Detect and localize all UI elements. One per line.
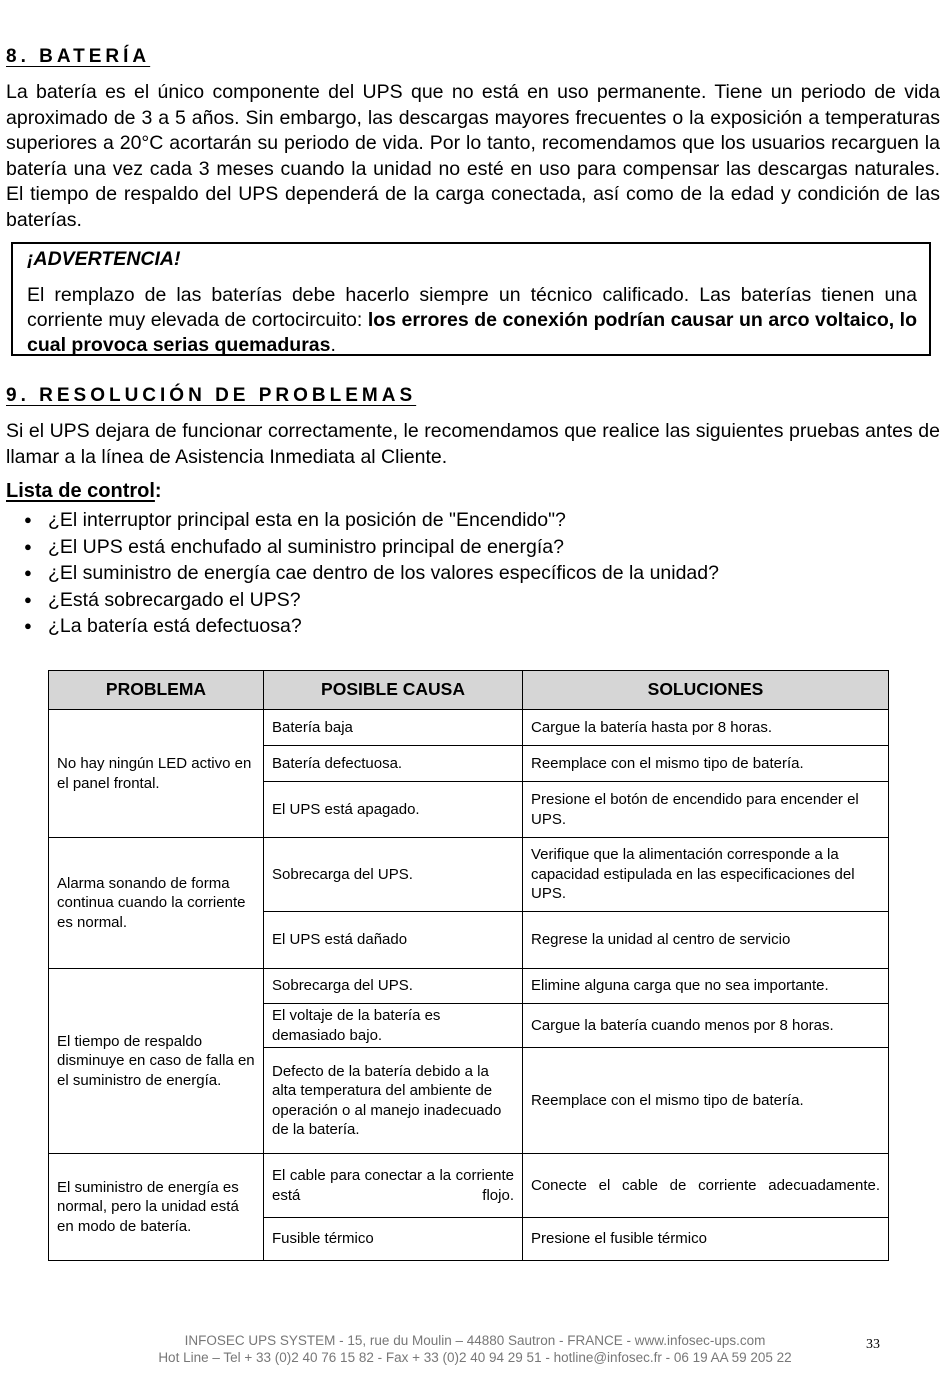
- checklist-title-colon: :: [154, 480, 162, 502]
- table-row: [49, 969, 889, 1004]
- checklist-item: [24, 613, 719, 640]
- battery-paragraph: La batería es el único componente del UPS que no está en uso permanente. Tiene un periodo de vida aproximado de 3 a 5 años. Sin embargo, las descargas mayores frecuentes o la exposición a temperaturas superiores a 20°C acortarán su periodo de vida. Por lo tanto, recomendamos que los usuarios recarguen la batería una vez cada 3 meses cuando la unidad no esté en uso para compensar las descargas naturales. El tiempo de respaldo del UPS dependerá de la carga conectada, así como de la edad y condición de las baterías.: [6, 81, 940, 231]
- warning-text-normal: El remplazo de las baterías debe hacerlo siempre un técnico calificado. Las baterías tienen una corriente muy elevada de cortocircuito:: [27, 284, 917, 331]
- section-8-heading: 8. BATERÍA: [6, 46, 151, 67]
- problem-cell: El tiempo de respaldo disminuye en caso de falla en el suministro de energía.: [49, 969, 264, 1154]
- footer-contact: Hot Line – Tel + 33 (0)2 40 76 15 82 - Fax + 33 (0)2 40 94 29 51 - hotline@infosec.fr - 06 19 AA 59 205 22: [158, 1350, 792, 1365]
- table-row: [49, 710, 889, 746]
- problem-cell: No hay ningún LED activo en el panel frontal.: [49, 710, 264, 838]
- bullet-icon: ●: [24, 538, 32, 554]
- cause-cell: Defecto de la batería debido a la alta temperatura del ambiente de operación o al manejo inadecuado de la batería.: [264, 1048, 523, 1154]
- warning-box: [11, 242, 931, 356]
- solution-cell: Elimine alguna carga que no sea importante.: [523, 969, 889, 1004]
- troubleshooting-table: [48, 670, 889, 1261]
- checklist-item: [24, 560, 719, 587]
- table-row: [49, 1154, 889, 1218]
- footer-address: INFOSEC UPS SYSTEM - 15, rue du Moulin – 44880 Sautron - FRANCE - www.infosec-ups.com: [184, 1333, 766, 1348]
- cause-cell: Sobrecarga del UPS.: [264, 969, 523, 1004]
- solution-cell: Verifique que la alimentación corresponde a la capacidad estipulada en las especificaciones del UPS.: [523, 838, 889, 912]
- checklist-title: [6, 480, 162, 503]
- cause-cell: El UPS está apagado.: [264, 782, 523, 838]
- checklist-item: [24, 587, 719, 614]
- cause-cell: Batería defectuosa.: [264, 746, 523, 782]
- problem-cell: Alarma sonando de forma continua cuando la corriente es normal.: [49, 838, 264, 969]
- warning-text-bold: los errores de conexión podrían causar un arco voltaico, lo cual provoca serias quemaduras: [27, 309, 917, 356]
- checklist-item: [24, 507, 719, 534]
- table-header-row: [49, 671, 889, 710]
- solution-cell: Cargue la batería hasta por 8 horas.: [523, 710, 889, 746]
- solution-cell: Cargue la batería cuando menos por 8 horas.: [523, 1004, 889, 1048]
- warning-text: [27, 283, 917, 358]
- cause-cell: Sobrecarga del UPS.: [264, 838, 523, 912]
- troubleshooting-paragraph: Si el UPS dejara de funcionar correctamente, le recomendamos que realice las siguientes pruebas antes de llamar a la línea de Asistencia Inmediata al Cliente.: [6, 420, 940, 468]
- solution-cell: Reemplace con el mismo tipo de batería.: [523, 746, 889, 782]
- cause-cell: El UPS está dañado: [264, 912, 523, 969]
- checklist-item-text: ¿La batería está defectuosa?: [48, 615, 302, 637]
- problem-cell: El suministro de energía es normal, pero la unidad está en modo de batería.: [49, 1154, 264, 1261]
- solution-cell: Regrese la unidad al centro de servicio: [523, 912, 889, 969]
- bullet-icon: ●: [24, 512, 32, 527]
- cause-cell: El cable para conectar a la corriente está flojo.: [264, 1154, 523, 1218]
- cause-cell: El voltaje de la batería es demasiado bajo.: [264, 1004, 523, 1048]
- header-solutions: SOLUCIONES: [523, 671, 889, 710]
- solution-cell: Reemplace con el mismo tipo de batería.: [523, 1048, 889, 1154]
- page-number: 33: [866, 1337, 880, 1352]
- warning-title: ¡ADVERTENCIA!: [27, 248, 181, 270]
- page-footer: [0, 1332, 950, 1366]
- header-problem: PROBLEMA: [49, 671, 264, 710]
- checklist-item-text: ¿El interruptor principal esta en la posición de "Encendido"?: [48, 509, 566, 531]
- checklist-item-text: ¿Está sobrecargado el UPS?: [48, 588, 301, 611]
- cause-cell: Fusible térmico: [264, 1218, 523, 1261]
- table-row: [49, 838, 889, 912]
- checklist-item: [24, 534, 719, 561]
- checklist-item-text: ¿El suministro de energía cae dentro de los valores específicos de la unidad?: [48, 562, 719, 584]
- solution-cell: Presione el fusible térmico: [523, 1218, 889, 1261]
- checklist-item-text: ¿El UPS está enchufado al suministro principal de energía?: [48, 535, 564, 558]
- bullet-icon: ●: [24, 565, 32, 580]
- header-cause: POSIBLE CAUSA: [264, 671, 523, 710]
- bullet-icon: ●: [24, 618, 32, 633]
- warning-text-end: .: [330, 334, 336, 356]
- cause-cell: Batería baja: [264, 710, 523, 746]
- bullet-icon: ●: [24, 591, 32, 607]
- section-9-heading: 9. RESOLUCIÓN DE PROBLEMAS: [6, 385, 417, 406]
- solution-cell: Conecte el cable de corriente adecuadamente.: [523, 1154, 889, 1218]
- checklist: [24, 507, 719, 640]
- checklist-title-text: Lista de control: [6, 480, 155, 502]
- solution-cell: Presione el botón de encendido para encender el UPS.: [523, 782, 889, 838]
